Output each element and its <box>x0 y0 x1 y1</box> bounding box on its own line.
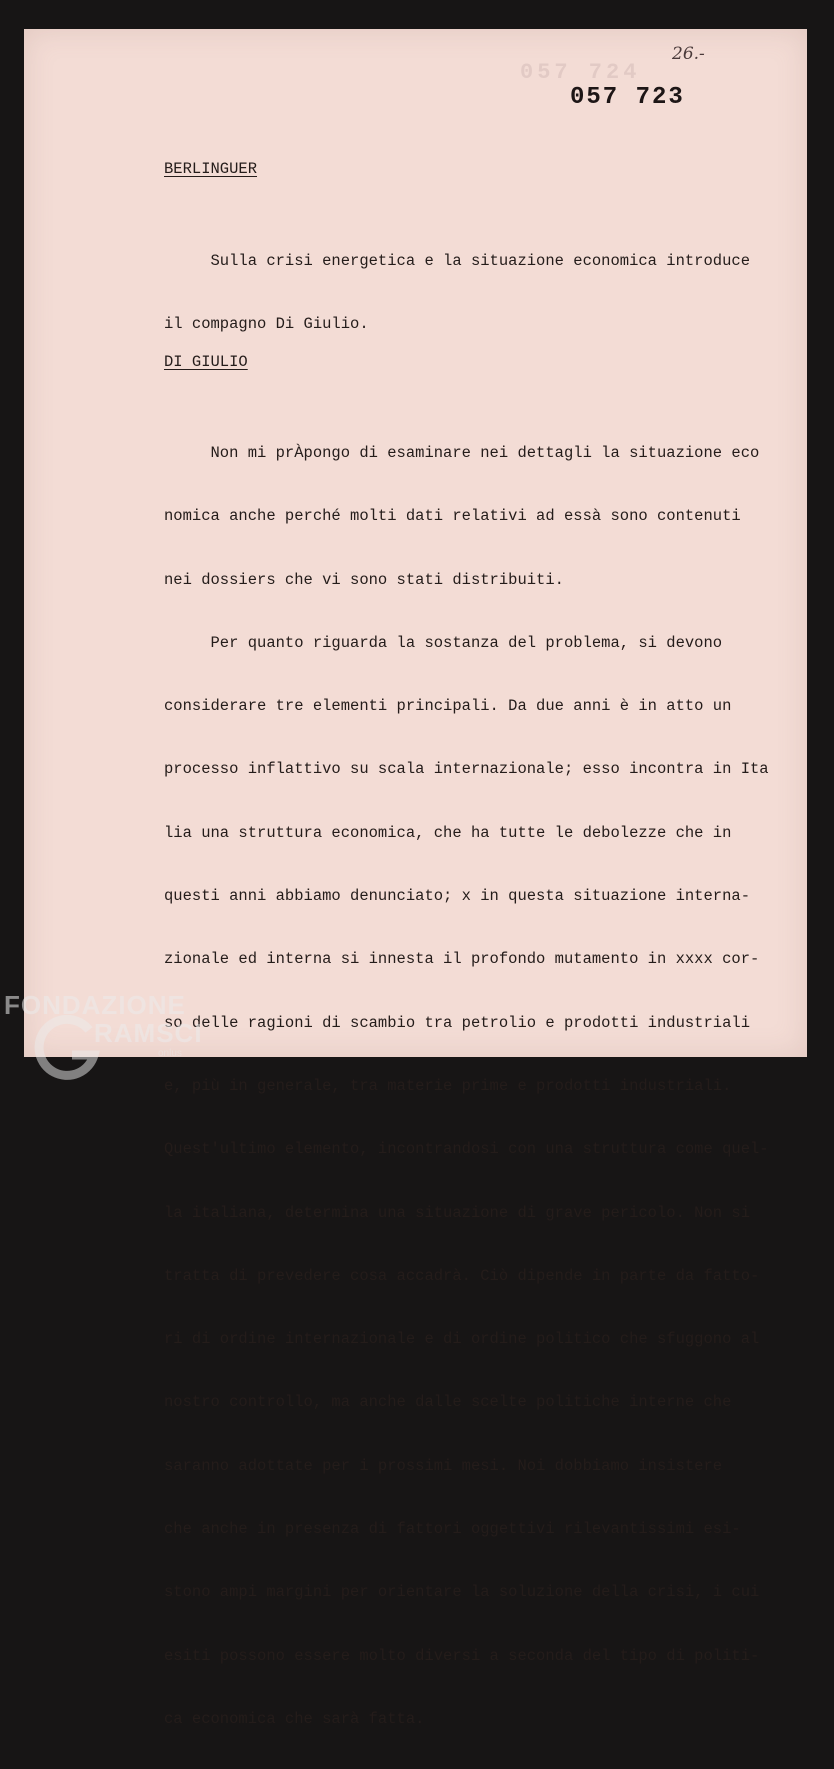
page-number: 26.- <box>672 44 705 64</box>
text-line: il compagno Di Giulio. <box>164 315 369 334</box>
text-line: saranno adottate per i prossimi mesi. Noi dobbiamo insistere <box>164 1456 723 1475</box>
text-line: Sulla crisi energetica e la situazione economica introduce <box>164 252 750 270</box>
watermark-line-1: FONDAZIONE <box>4 990 186 1020</box>
text-line: nei dossiers che vi sono stati distribuiti. <box>164 570 564 589</box>
text-line: stono ampi margini per orientare la soluzione della crisi, i cui <box>164 1583 760 1602</box>
text-line: so delle ragioni di scambio tra petrolio e prodotti industriali <box>164 1013 750 1032</box>
text-line: Non mi prÀpongo di esaminare nei dettagli la situazione eco <box>164 444 760 462</box>
watermark-onlus: onlus <box>158 1048 182 1059</box>
text-line: Per quanto riguarda la sostanza del problema, si devono <box>164 633 723 652</box>
speaker-heading-berlinguer: BERLINGUER <box>164 160 258 178</box>
text-line: e, più in generale, tra materie prime e prodotti industriali. <box>164 1076 732 1095</box>
text-line: nostro controllo, ma anche dalle scelte politiche interne che <box>164 1393 732 1412</box>
fondazione-gramsci-watermark <box>4 990 214 1080</box>
text-line: esiti possono essere molto diversi a seconda del tipo di politi- <box>164 1646 760 1665</box>
archive-number: 057 723 <box>570 84 685 111</box>
text-line: considerare tre elementi principali. Da due anni è in atto un <box>164 697 732 716</box>
text-line: tratta di prevedere cosa accadrà. Ciò dipende in parte da fatto- <box>164 1266 760 1285</box>
text-line: questi anni abbiamo denunciato; x in questa situazione interna- <box>164 887 750 906</box>
speech-body <box>164 404 769 1769</box>
text-line: Quest'ultimo elemento, incontrandosi con una struttura come quel- <box>164 1140 769 1159</box>
text-line: zionale ed interna si innesta il profondo mutamento in xxxx cor- <box>164 950 760 969</box>
ghost-archive-number: 057 724 <box>520 60 641 85</box>
intro-paragraph <box>164 212 750 375</box>
text-line: che anche in presenza di fattori oggettivi rilevantissimi esi- <box>164 1520 741 1539</box>
text-line: lia una struttura economica, che ha tutte le debolezze che in <box>164 823 732 842</box>
watermark-line-2: RAMSCI <box>94 1018 203 1048</box>
text-line: ri di ordine internazionale e di ordine politico che sfuggono al <box>164 1330 760 1349</box>
text-line: processo inflattivo su scala internazionale; esso incontra in Ita <box>164 760 769 779</box>
speaker-heading-di-giulio: DI GIULIO <box>164 353 248 371</box>
text-line: nomica anche perché molti dati relativi ad essà sono contenuti <box>164 507 741 526</box>
text-line: ca economica che sarà fatta. <box>164 1709 425 1728</box>
text-line: la italiana, determina una situazione di grave pericolo. Non si <box>164 1203 750 1222</box>
